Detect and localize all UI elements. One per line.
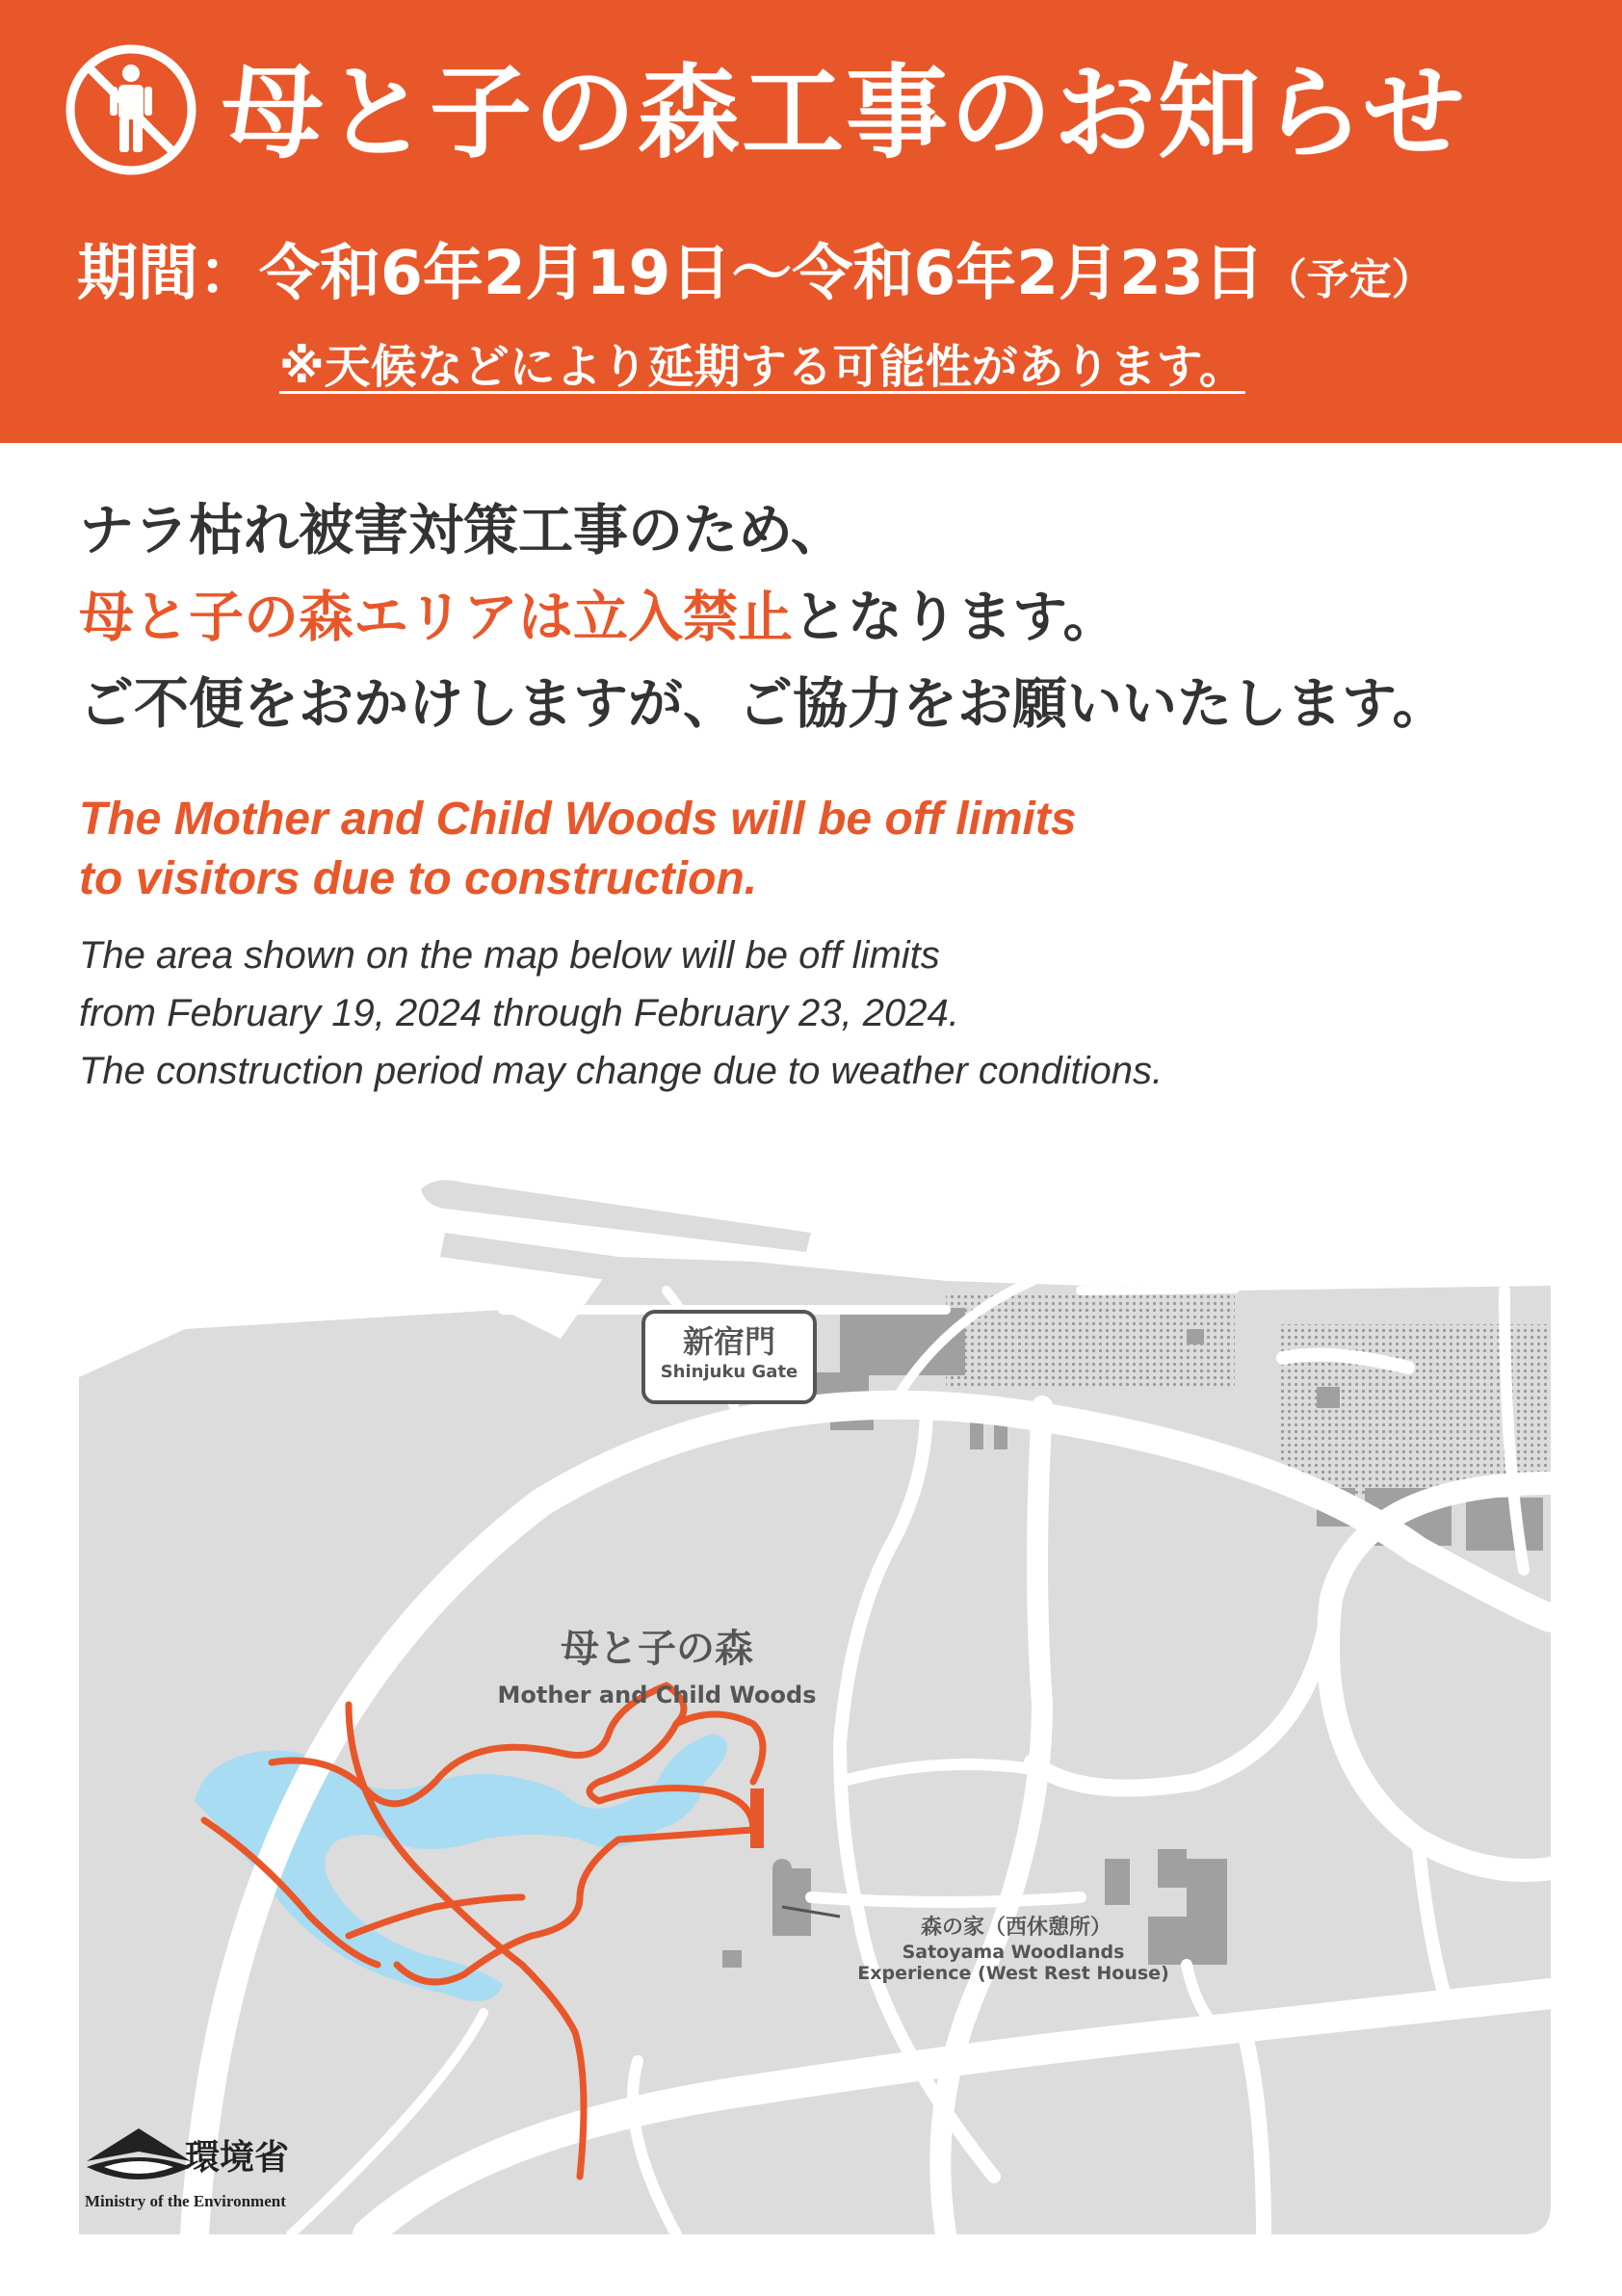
jp-line-2-rest: となります。 (793, 586, 1118, 649)
jp-line-1: ナラ枯れ被害対策工事のため、 (79, 499, 846, 562)
english-body-line-3: The construction period may change due to weather conditions. (79, 1050, 1164, 1092)
area-name-en: Mother and Child Woods (497, 1682, 817, 1709)
english-body-line-2: from February 19, 2024 through February 23, 2024. (79, 992, 959, 1034)
english-heading-line-1: The Mother and Child Woods will be off limits (79, 794, 1077, 845)
no-entry-icon (64, 42, 198, 177)
off-limits-highlight: 母と子の森エリアは立入禁止 (79, 586, 793, 649)
period-tentative: （予定） (1264, 255, 1434, 304)
house-building-2 (1158, 1849, 1187, 1888)
plaza-building-4 (1466, 1498, 1543, 1551)
house-building-1 (1105, 1859, 1130, 1905)
rest-house-tower (772, 1859, 792, 1878)
closed-barrier (750, 1788, 764, 1848)
rest-house-name-jp: 森の家（西休憩所） (920, 1916, 1112, 1940)
jp-line-3: ご不便をおかけしますが、ご協力をお願いいたします。 (79, 672, 1448, 736)
north-strip-2 (440, 1233, 618, 1281)
area-map (79, 1165, 1551, 2234)
construction-period (77, 239, 1599, 315)
period-text: 期間：令和6年2月19日～令和6年2月23日 (77, 238, 1265, 308)
english-body-line-1: The area shown on the map below will be off limits (79, 934, 940, 977)
rest-house-name-en-line-2: Experience (West Rest House) (857, 1963, 1169, 1984)
ministry-name-en: Ministry of the Environment (85, 2192, 286, 2210)
gate-name-en: Shinjuku Gate (660, 1362, 798, 1382)
rest-house-name-en (821, 1942, 1206, 1984)
area-name-jp: 母と子の森 (561, 1627, 753, 1671)
weather-note: ※天候などにより延期する可能性があります。 (279, 340, 1245, 394)
rest-house-building (772, 1868, 811, 1936)
english-heading-line-2: to visitors due to construction. (79, 853, 758, 904)
english-heading (79, 790, 1427, 909)
small-building (1187, 1329, 1204, 1344)
notice-title: 母と子の森工事のお知らせ (222, 54, 1467, 172)
plaza-building-1 (1317, 1387, 1340, 1408)
shinjuku-gate-label (641, 1310, 817, 1404)
jp-line-2 (79, 584, 1117, 651)
ministry-name-jp: 環境省 (185, 2137, 290, 2178)
notice-header (0, 0, 1622, 443)
hut-1 (722, 1950, 742, 1968)
rest-house-name-en-line-1: Satoyama Woodlands (902, 1942, 1125, 1963)
english-body (79, 926, 1524, 1100)
gate-name-jp: 新宿門 (682, 1323, 775, 1360)
